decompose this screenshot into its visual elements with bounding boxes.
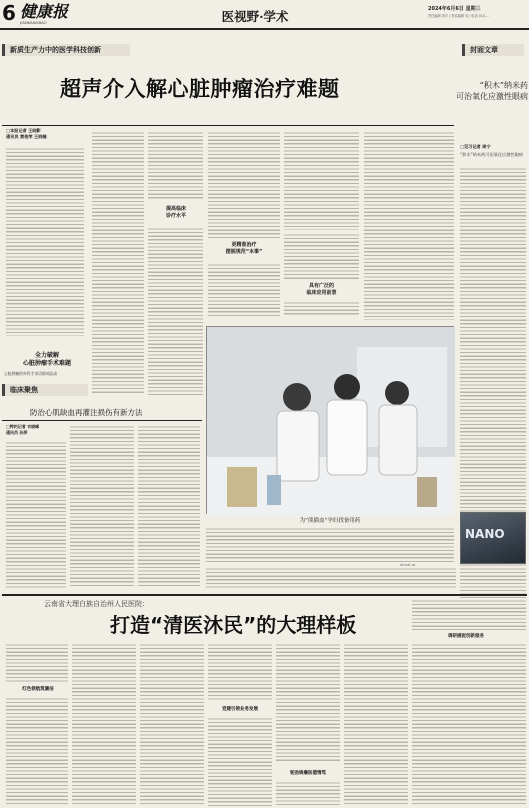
left-subhead: 全力破解 心脏肿瘤手术难题 — [22, 352, 71, 367]
left-bottom-text-3 — [138, 424, 200, 588]
bottom-col-5b — [276, 780, 340, 806]
editor-lines: 责任编辑 刘平 / 美术编辑 吴 / 电话 010-... — [428, 14, 489, 18]
bottom-col-4b — [208, 716, 272, 806]
bottom-headline: 打造“清医沐民”的大理样板 — [110, 613, 357, 637]
lab-photo — [206, 326, 454, 514]
top-banner — [2, 44, 130, 56]
mid-lower-text — [206, 566, 456, 588]
section-title-text: 医视野·学术 — [221, 9, 289, 24]
top-banner-label: 新质生产力中的医学科技创新 — [10, 46, 101, 54]
mid-subhead-3: 具有广泛的 临床应用前景 — [306, 283, 337, 296]
left-subhead-2: 心脏肿瘤的外科手术切除风险高 — [4, 371, 58, 376]
bottom-right-label: 调研捕捉创新服务 — [448, 634, 484, 639]
column-2-text — [92, 130, 144, 395]
right-banner — [462, 44, 524, 56]
column-3-text-b — [148, 226, 203, 396]
photo-note-text — [206, 526, 454, 562]
left-bottom-headline: 防治心肌缺血再灌注损伤有新方法 — [30, 408, 143, 417]
clinical-focus-bar — [2, 384, 88, 396]
right-subtitle: “积木”纳米药可治氧化应激性眼病 — [460, 152, 523, 157]
left-bottom-text-1 — [6, 440, 66, 588]
page-number: 6 — [2, 1, 16, 25]
left-byline: □本报记者 王晓影 通讯员 黄俊荣 王晓楠 — [6, 128, 47, 139]
column-4-text-b — [208, 262, 280, 317]
column-3-text — [148, 130, 203, 200]
bottom-kicker: 云南省大理白族自治州人民医院： — [44, 600, 149, 608]
issue-date: 2024年6月6日 星期三 — [428, 6, 481, 12]
photo-caption: 为“熊猫血”孕妇找备用药 — [299, 518, 361, 524]
side-quote-line-2: 可治氧化应激性眼病 — [456, 92, 528, 101]
column-6-text — [364, 130, 454, 320]
side-quote-line-1: “积木”纳米药 — [479, 81, 528, 90]
bottom-col-3 — [140, 642, 204, 806]
right-byline: □见习记者 周宁 — [460, 144, 491, 149]
bottom-col-6 — [344, 642, 408, 806]
column-5-text-c — [284, 300, 359, 316]
bottom-col-1 — [6, 642, 68, 682]
main-headline: 超声介入解心脏肿瘤治疗难题 — [60, 77, 340, 101]
bottom-right-intro — [412, 598, 526, 630]
bottom-col-4 — [208, 642, 272, 702]
right-banner-label: 封面文章 — [470, 46, 498, 54]
bottom-subhead-2: 党建引领业务发展 — [222, 707, 258, 712]
lab-photo-illustration — [207, 327, 455, 515]
paper-name-en: JIANKANGBAO — [20, 20, 47, 25]
paper-name: 健康报 — [20, 2, 69, 21]
bottom-col-7 — [412, 642, 526, 806]
column-5-text — [284, 130, 359, 230]
clinical-focus-label: 临床聚焦 — [10, 386, 38, 394]
mid-subhead-1: 提高临床 诊疗水平 — [165, 206, 186, 219]
bottom-col-1b — [6, 696, 68, 806]
bottom-col-5 — [276, 642, 340, 762]
left-bottom-byline: □特约记者 衣晓峰 通讯员 孙萍 — [6, 424, 40, 435]
left-bottom-text-2 — [70, 424, 134, 588]
bottom-col-2 — [72, 642, 136, 806]
nano-image — [460, 512, 526, 564]
left-body-text — [6, 146, 84, 336]
side-quote — [424, 80, 528, 103]
masthead — [0, 0, 529, 30]
column-5-text-b — [284, 232, 359, 280]
section-title — [200, 6, 310, 25]
column-4-text — [208, 130, 280, 240]
bottom-subhead-3: 韧劲铸廉医德情笃 — [290, 771, 326, 776]
nano-label: NANO — [465, 527, 505, 541]
bottom-subhead-1: 红色领航筑廉洁 — [22, 687, 54, 692]
mid-subhead-2: 更精准治疗 摆脱规范“本事” — [225, 242, 263, 255]
